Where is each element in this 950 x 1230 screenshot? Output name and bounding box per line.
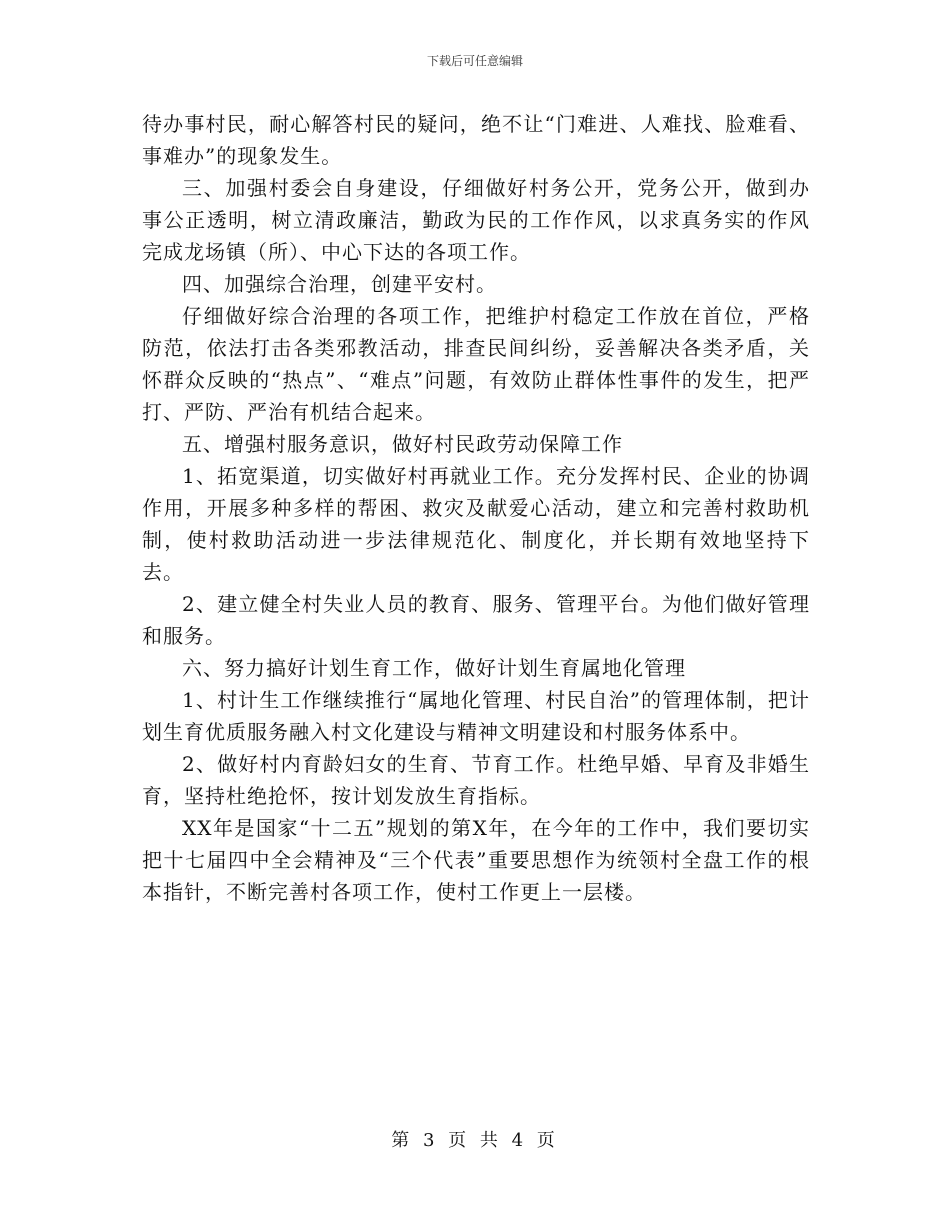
paragraph-conclusion: XX年是国家“十二五”规划的第X年，在今年的工作中，我们要切实把十七届四中全会精神及“三个代表”重要思想作为统领村全盘工作的根本指针，不断完善村各项工作，使村工作更上一层楼。 xyxy=(142,816,810,904)
page-header: 下载后可任意编辑 xyxy=(426,54,523,68)
paragraph-section-five-item-2: 2、建立健全村失业人员的教育、服务、管理平台。为他们做好管理和服务。 xyxy=(142,592,810,648)
document-body xyxy=(142,108,810,908)
paragraph-section-four-body: 仔细做好综合治理的各项工作，把维护村稳定工作放在首位，严格防范，依法打击各类邪教活动，排查民间纠纷，妥善解决各类矛盾，关怀群众反映的“热点”、“难点”问题，有效防止群体性事件的发生，把严打、严防、严治有机结合起来。 xyxy=(142,304,810,424)
paragraph-section-five-item-1: 1、拓宽渠道，切实做好村再就业工作。充分发挥村民、企业的协调作用，开展多种多样的帮困、救灾及献爱心活动，建立和完善村救助机制，使村救助活动进一步法律规范化、制度化，并长期有效地坚持下去。 xyxy=(142,464,810,584)
paragraph-continued: 待办事村民，耐心解答村民的疑问，绝不让“门难进、人难找、脸难看、事难办”的现象发生。 xyxy=(142,112,810,168)
paragraph-section-four-heading: 四、加强综合治理，创建平安村。 xyxy=(182,272,497,296)
paragraph-section-five-heading: 五、增强村服务意识，做好村民政劳动保障工作 xyxy=(182,432,623,456)
paragraph-section-three: 三、加强村委会自身建设，仔细做好村务公开，党务公开，做到办事公正透明，树立清政廉洁，勤政为民的工作作风，以求真务实的作风完成龙场镇（所）、中心下达的各项工作。 xyxy=(142,176,810,264)
paragraph-section-six-item-1: 1、村计生工作继续推行“属地化管理、村民自治”的管理体制，把计划生育优质服务融入村文化建设与精神文明建设和村服务体系中。 xyxy=(142,688,810,744)
paragraph-section-six-item-2: 2、做好村内育龄妇女的生育、节育工作。杜绝早婚、早育及非婚生育，坚持杜绝抢怀，按计划发放生育指标。 xyxy=(142,752,810,808)
paragraph-section-six-heading: 六、努力搞好计划生育工作，做好计划生育属地化管理 xyxy=(182,656,686,680)
page-number-footer: 第 3 页 共 4 页 xyxy=(391,1130,559,1151)
